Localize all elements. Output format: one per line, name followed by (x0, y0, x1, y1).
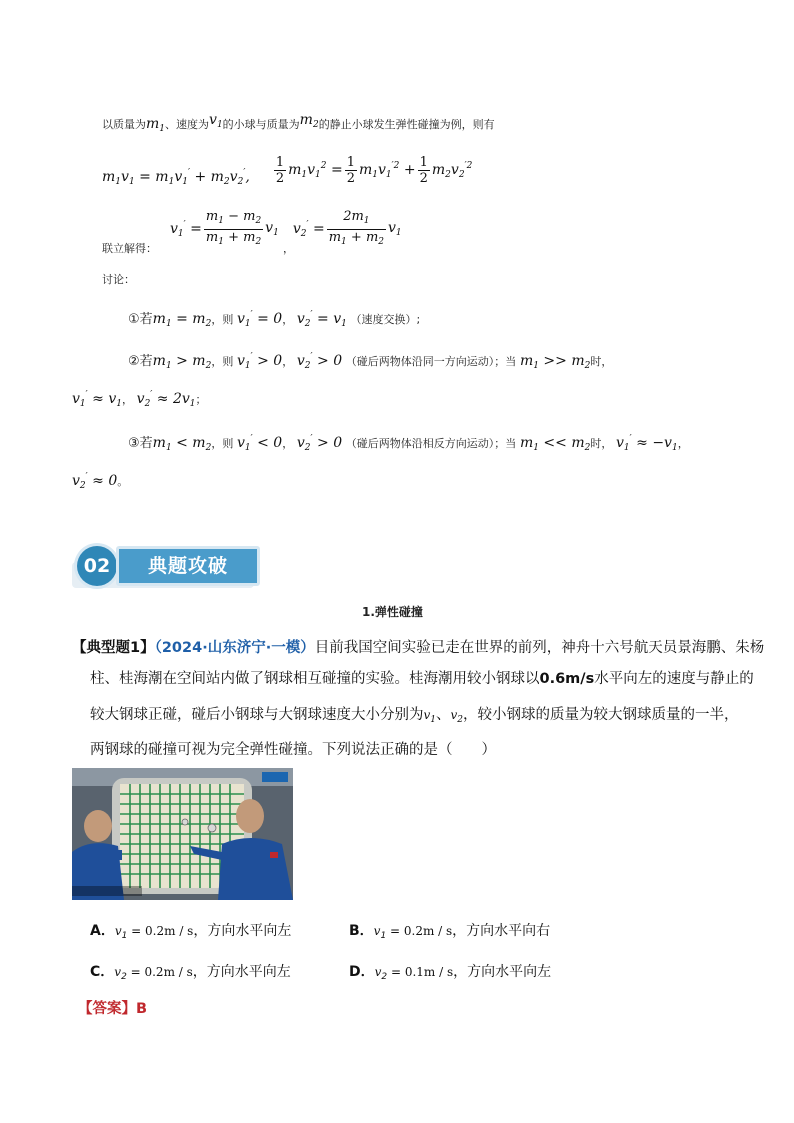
equation-conservation: $m_1v_1 = m_1v_1' + m_2v_2'$, $\frac{1}{2}$ $m_1v_1^2$ = $\frac{1}{2}$ $m_1v_1^{'2}$ + $\frac{1}{2}$ $m_2v_2^{'2}$ (102, 154, 473, 187)
var-v1: $v_1$ (209, 112, 223, 130)
solve-label: 联立解得： (102, 242, 157, 255)
equation-solution: $v_1'$ = $\frac{m_1 - m_2}{m_1 + m_2}$ $v_1$ $v_2'$ = $\frac{2m_1}{m_1 + m_2}$ $v_1$ (170, 208, 402, 247)
problem-source: （2024·山东济宁·一模） (154, 640, 315, 656)
option-d[interactable]: D．$v_2 = 0.1m / s$，方向水平向左 (349, 964, 552, 982)
problem-line-2: 柱、桂海潮在空间站内做了钢球相互碰撞的实验。桂海潮用较小钢球以0.6m/s水平向左的速度与静止的 (90, 671, 754, 687)
var-m1: $m_1$ (146, 116, 166, 134)
intro-line (102, 112, 495, 134)
intro-text-2: 、速度为 (165, 118, 210, 131)
case-2: ②若$m_1 > m_2$，则 $v_1' > 0$， $v_2' > 0$ （碰后两物体沿同一方向运动）；当 $m_1 >> m_2$时， (128, 352, 613, 371)
problem-line-3: 较大钢球正碰，碰后小钢球与大钢球速度大小分别为$v_1$、$v_2$，较小钢球的质量为较大钢球质量的一半， (90, 707, 739, 725)
comma-separator: ， (283, 242, 294, 255)
option-c[interactable]: C．$v_2 = 0.2m / s$，方向水平向左 (90, 964, 291, 982)
problem-line-4: 两钢球的碰撞可视为完全弹性碰撞。下列说法正确的是（ ） (90, 742, 496, 758)
problem-speed: 0.6m/s (539, 671, 595, 687)
experiment-photo (72, 768, 293, 900)
intro-text-3: 的小球与质量为 (222, 118, 300, 131)
answer-value: B (136, 1001, 148, 1017)
option-b[interactable]: B．$v_1 = 0.2m / s$，方向水平向右 (349, 923, 551, 941)
discuss-label: 讨论： (102, 273, 135, 286)
case-3: ③若$m_1 < m_2$，则 $v_1' < 0$， $v_2' > 0$ （碰后两物体沿相反方向运动）；当 $m_1 << m_2$时， $v_1' \approx -v_1$， (128, 434, 689, 453)
section-title: 典题攻破 (116, 546, 260, 586)
section-number-badge: 02 (77, 546, 117, 586)
answer-label: 【答案】 (78, 1001, 136, 1017)
problem-tag: 【典型题1】 (72, 640, 155, 656)
case-2-result: $v_1' \approx v_1$， $v_2' \approx 2v_1$； (72, 390, 207, 409)
problem-line-1: 【典型题1】（2024·山东济宁·一模）目前我国空间实验已走在世界的前列，神舟十六号航天员景海鹏、朱杨 (72, 640, 765, 656)
option-a[interactable]: A．$v_1 = 0.2m / s$，方向水平向左 (90, 923, 292, 941)
case-1: ①若$m_1 = m_2$，则 $v_1' = 0$， $v_2' = v_1$ （速度交换）; (128, 310, 421, 329)
var-m2: $m_2$ (299, 112, 319, 130)
subtitle: 1.弹性碰撞 (362, 605, 423, 619)
intro-text-4: 的静止小球发生弹性碰撞为例，则有 (318, 118, 495, 131)
answer (78, 997, 147, 1018)
experiment-photo-illustration (72, 768, 293, 900)
case-3-result: $v_2' \approx 0$。 (72, 472, 129, 491)
intro-text-1: 以质量为 (102, 118, 146, 131)
